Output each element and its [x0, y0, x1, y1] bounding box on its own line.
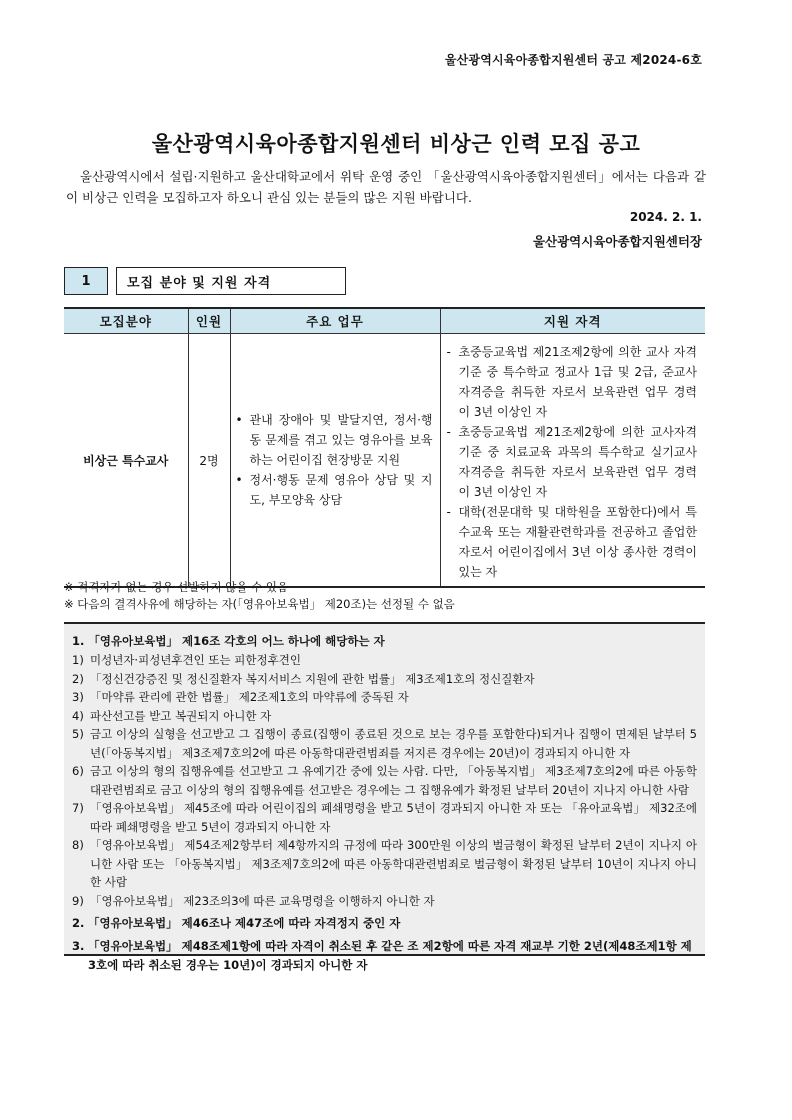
qualification-item: - 초중등교육법 제21조제2항에 의한 교사자격 기준 중 치료교육 과목의 특수학교 실기교사 자격증을 취득한 자로서 보육관련 업무 경력이 3년 이상인 자: [459, 422, 698, 502]
item-text: 미성년자·피성년후견인 또는 피한정후견인: [90, 653, 301, 667]
table-row: [64, 334, 705, 588]
item-number: 4): [72, 708, 84, 723]
heading-text: 「영유아보육법」 제48조제1항에 따라 자격이 취소된 후 같은 조 제2항에 따른 자격 재교부 기한 2년(제48조제1항 제3호에 따라 취소된 경우는 10년)이 경과되지 아니한 자: [88, 939, 692, 972]
item-number: 1): [72, 653, 84, 667]
list-item: [72, 892, 697, 911]
recruitment-table: [64, 307, 705, 588]
issuer-name: 울산광역시육아종합지원센터장: [532, 234, 702, 249]
section-number: 1: [64, 267, 108, 295]
intro-paragraph: 울산광역시에서 설립·지원하고 울산대학교에서 위탁 운영 중인 「울산광역시육아종합지원센터」에서는 다음과 같이 비상근 인력을 모집하고자 하오니 관심 있는 분들의 많은 지원 바랍니다.: [66, 169, 706, 205]
item-number: 6): [72, 764, 84, 778]
document-number: 울산광역시육아종합지원센터 공고 제2024-6호: [444, 53, 702, 67]
qualification-item: - 초중등교육법 제21조제2항에 의한 교사 자격 기준 중 특수학교 정교사 1급 및 2급, 준교사 자격증을 취득한 자로서 보육관련 업무 경력이 3년 이상인 자: [459, 342, 698, 422]
item-text: 금고 이상의 실형을 선고받고 그 집행이 종료(집행이 종료된 것으로 보는 경우를 포함한다)되거나 집행이 면제된 날부터 5년(「아동복지법」 제3조제7호의2에 따른 아동학대관련범죄를 저지른 경우에는 20년)이 경과되지 아니한 자: [90, 727, 697, 760]
item-number: 8): [72, 838, 84, 852]
list-item: [72, 651, 697, 670]
item-number: 7): [72, 801, 84, 815]
list-item: [72, 836, 697, 892]
list-item: [72, 707, 697, 726]
list-item: [72, 762, 697, 799]
item-text: 「영유아보육법」 제23조의3에 따른 교육명령을 이행하지 아니한 자: [90, 893, 435, 908]
item-text: 「영유아보육법」 제45조에 따라 어린이집의 폐쇄명령을 받고 5년이 경과되지 아니한 자 또는 「유아교육법」 제32조에 따라 폐쇄명령을 받고 5년이 경과되지 아니한 자: [90, 801, 697, 834]
qualification-item: - 대학(전문대학 및 대학원을 포함한다)에서 특수교육 또는 재활관련학과를 전공하고 졸업한 자로서 어린이집에서 3년 이상 종사한 경력이 있는 자: [459, 502, 698, 582]
item-number: 3): [72, 690, 84, 704]
list-item: [72, 725, 697, 762]
item-number: 5): [72, 727, 84, 741]
list-item: [72, 688, 697, 707]
duty-item: • 정서·행동 문제 영유아 상담 및 지도, 부모양육 상담: [246, 470, 433, 510]
item-text: 「영유아보육법」 제54조제2항부터 제4항까지의 규정에 따라 300만원 이상의 벌금형이 확정된 날부터 2년이 지나지 아니한 사람 또는 「아동복지법」 제3조제7호의2에 따른 아동학대관련범죄로 벌금형이 확정된 날부터 10년이 지나지 아니한 사람: [90, 838, 697, 889]
duty-item: • 관내 장애아 및 발달지연, 정서·행동 문제를 겪고 있는 영유아를 보육하는 어린이집 현장방문 지원: [246, 410, 433, 470]
announcement-date: 2024. 2. 1.: [629, 210, 702, 224]
header-count: 인원: [188, 308, 230, 334]
cell-field: 비상근 특수교사: [64, 334, 188, 588]
item-text: 「정신건강증진 및 정신질환자 복지서비스 지원에 관한 법률」 제3조제1호의 정신질환자: [90, 671, 535, 686]
page-title: 울산광역시육아종합지원센터 비상근 인력 모집 공고: [151, 132, 641, 156]
cell-qualifications: [440, 334, 705, 588]
header-duties: 주요 업무: [230, 308, 440, 334]
disqualification-box: [64, 622, 705, 972]
header-qualifications: 지원 자격: [440, 308, 705, 334]
item-number: 9): [72, 893, 84, 908]
item-text: 금고 이상의 형의 집행유예를 선고받고 그 유예기간 중에 있는 사람. 다만, 「아동복지법」 제3조제7호의2에 따른 아동학대관련범죄로 금고 이상의 형의 집행유예를 선고받은 경우에는 그 집행유예가 확정된 날부터 20년이 지나지 아니한 사람: [90, 764, 697, 797]
item-number: 2): [72, 671, 84, 686]
disqualification-heading-3: [72, 937, 697, 975]
list-item: [72, 670, 697, 689]
note-line: ※ 다음의 결격사유에 해당하는 자(「영유아보육법」 제20조)는 선정될 수 없음: [64, 597, 455, 611]
item-text: 파산선고를 받고 복권되지 아니한 자: [90, 708, 272, 723]
item-text: 「마약류 관리에 관한 법률」 제2조제1호의 마약류에 중독된 자: [90, 690, 409, 704]
table-header-row: [64, 308, 705, 334]
note-line: ※ 적격자가 없는 경우 선발하지 않을 수 있음: [64, 580, 289, 594]
section-title: 모집 분야 및 지원 자격: [116, 267, 346, 295]
disqualification-heading-1: 1. 「영유아보육법」 제16조 각호의 어느 하나에 해당하는 자: [72, 634, 385, 648]
heading-text: 「영유아보육법」 제46조나 제47조에 따라 자격정지 중인 자: [88, 916, 401, 930]
cell-duties: [230, 334, 440, 588]
disqualification-heading-2: [72, 914, 697, 933]
heading-number: 2.: [72, 916, 85, 930]
cell-count: 2명: [188, 334, 230, 588]
header-field: 모집분야: [64, 308, 188, 334]
heading-number: 3.: [72, 939, 85, 953]
list-item: [72, 799, 697, 836]
notes: [64, 579, 455, 613]
